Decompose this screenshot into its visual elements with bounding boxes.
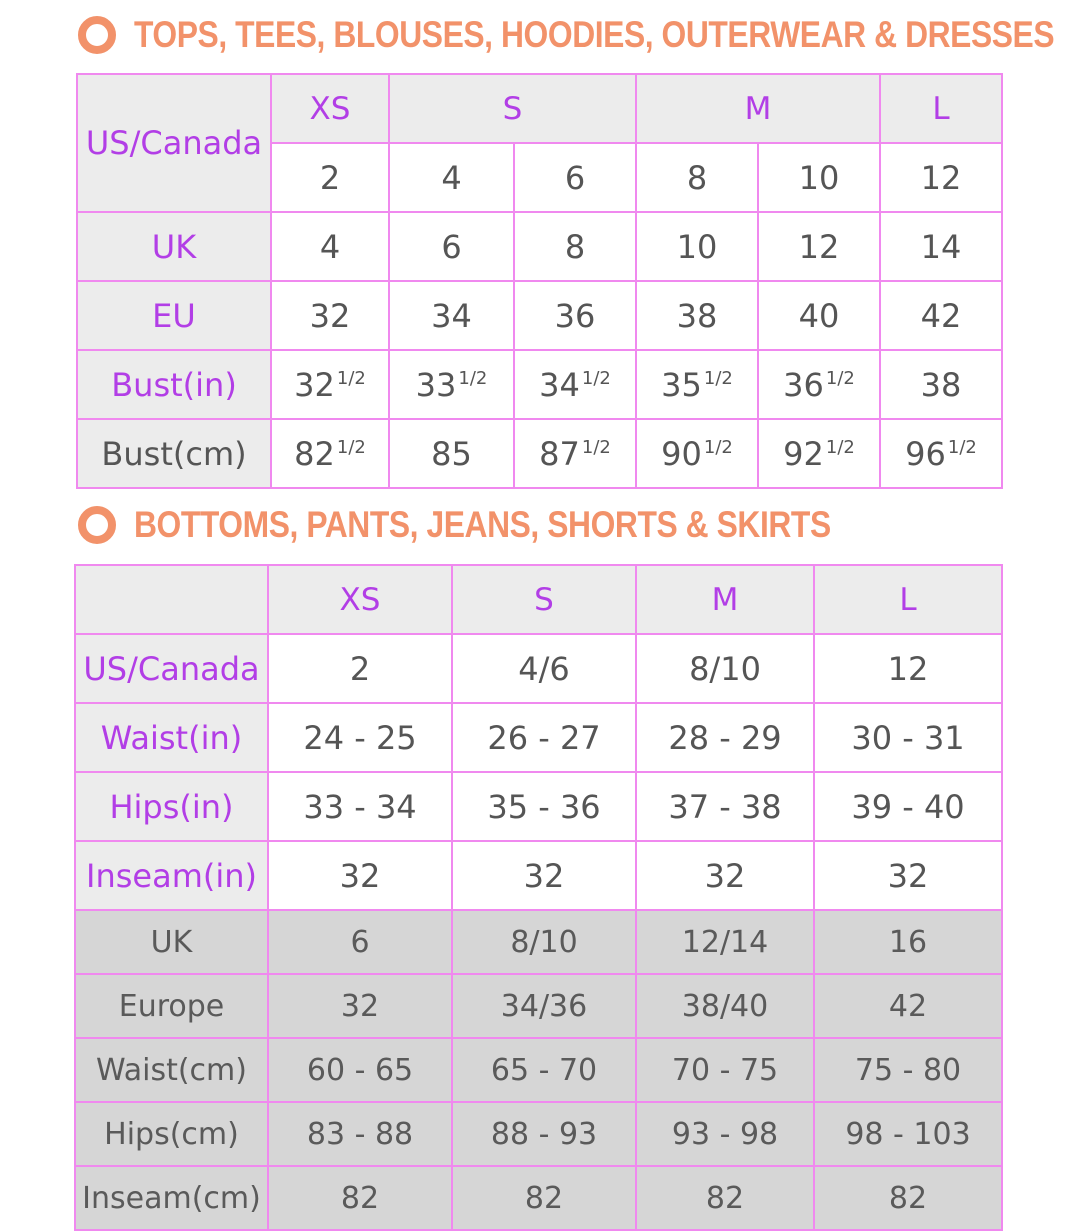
us-number: 2 (271, 143, 389, 212)
table-cell: 32 $^{1/2}$ (271, 350, 389, 419)
table-cell: 82 $^{1/2}$ (271, 419, 389, 488)
size-header-s: S (452, 565, 636, 634)
tops-heading (78, 10, 1077, 60)
table-cell: 37 - 38 (636, 772, 814, 841)
table-cell: 14 (880, 212, 1002, 281)
table-cell: 93 - 98 (636, 1102, 814, 1166)
us-number: 6 (514, 143, 636, 212)
table-cell: 75 - 80 (814, 1038, 1002, 1102)
table-cell: 35 $^{1/2}$ (636, 350, 758, 419)
table-cell: 87 $^{1/2}$ (514, 419, 636, 488)
table-cell: 24 - 25 (268, 703, 452, 772)
table-cell: 42 (814, 974, 1002, 1038)
us-number: 10 (758, 143, 880, 212)
table-cell: 38/40 (636, 974, 814, 1038)
size-header-s: S (389, 74, 636, 143)
table-cell: 32 (814, 841, 1002, 910)
table-cell: 35 - 36 (452, 772, 636, 841)
table-row (75, 1166, 1002, 1230)
table-cell: 28 - 29 (636, 703, 814, 772)
table-cell: 2 (268, 634, 452, 703)
table-row (77, 281, 1002, 350)
us-number: 8 (636, 143, 758, 212)
row-label-bust-in: Bust(in) (77, 350, 271, 419)
table-cell: 82 (636, 1166, 814, 1230)
row-label-inseam-cm: Inseam(cm) (75, 1166, 268, 1230)
table-cell: 88 - 93 (452, 1102, 636, 1166)
row-label-hips-cm: Hips(cm) (75, 1102, 268, 1166)
table-cell: 98 - 103 (814, 1102, 1002, 1166)
table-row (77, 74, 1002, 143)
table-cell: 36 $^{1/2}$ (758, 350, 880, 419)
table-cell: 82 (452, 1166, 636, 1230)
table-row (75, 634, 1002, 703)
tops-heading-title: TOPS, TEES, BLOUSES, HOODIES, OUTERWEAR & DRESSES (134, 14, 1055, 55)
table-cell: 6 (268, 910, 452, 974)
table-row (75, 974, 1002, 1038)
table-cell: 92 $^{1/2}$ (758, 419, 880, 488)
size-header-xs: XS (271, 74, 389, 143)
table-cell: 26 - 27 (452, 703, 636, 772)
table-cell: 34 (389, 281, 514, 350)
table-cell: 40 (758, 281, 880, 350)
table-cell: 85 (389, 419, 514, 488)
size-header-m: M (636, 74, 880, 143)
table-cell: 12 (814, 634, 1002, 703)
us-number: 4 (389, 143, 514, 212)
table-cell: 65 - 70 (452, 1038, 636, 1102)
row-label-bust-cm: Bust(cm) (77, 419, 271, 488)
row-label-inseam-in: Inseam(in) (75, 841, 268, 910)
us-number: 12 (880, 143, 1002, 212)
table-cell: 32 (636, 841, 814, 910)
table-cell: 6 (389, 212, 514, 281)
table-cell: 32 (452, 841, 636, 910)
table-cell: 34/36 (452, 974, 636, 1038)
table-cell: 30 - 31 (814, 703, 1002, 772)
region-label: US/Canada (77, 74, 271, 212)
row-label-uk: UK (77, 212, 271, 281)
circle-bullet-icon (78, 16, 116, 54)
row-label-waist-in: Waist(in) (75, 703, 268, 772)
bottoms-heading-title: BOTTOMS, PANTS, JEANS, SHORTS & SKIRTS (134, 504, 831, 545)
table-row (75, 703, 1002, 772)
size-header-m: M (636, 565, 814, 634)
table-cell: 42 (880, 281, 1002, 350)
table-cell: 33 $^{1/2}$ (389, 350, 514, 419)
table-row (75, 1038, 1002, 1102)
table-cell: 4/6 (452, 634, 636, 703)
row-label-us-canada: US/Canada (75, 634, 268, 703)
table-cell: 60 - 65 (268, 1038, 452, 1102)
table-cell: 39 - 40 (814, 772, 1002, 841)
table-cell: 70 - 75 (636, 1038, 814, 1102)
row-label-europe: Europe (75, 974, 268, 1038)
table-cell: 38 (880, 350, 1002, 419)
row-label-waist-cm: Waist(cm) (75, 1038, 268, 1102)
table-cell: 82 (814, 1166, 1002, 1230)
tops-size-table (76, 73, 1003, 489)
table-cell: 33 - 34 (268, 772, 452, 841)
table-cell: 8/10 (636, 634, 814, 703)
table-row (77, 212, 1002, 281)
bottoms-heading (78, 500, 944, 550)
bottoms-size-table (74, 564, 1003, 1231)
table-cell: 34 $^{1/2}$ (514, 350, 636, 419)
table-cell: 90 $^{1/2}$ (636, 419, 758, 488)
table-cell: 32 (268, 974, 452, 1038)
size-header-xs: XS (268, 565, 452, 634)
table-cell: 8 (514, 212, 636, 281)
table-row (75, 1102, 1002, 1166)
table-row (75, 772, 1002, 841)
table-row (75, 841, 1002, 910)
table-cell: 12/14 (636, 910, 814, 974)
size-header-l: L (880, 74, 1002, 143)
table-cell: 8/10 (452, 910, 636, 974)
table-cell: 4 (271, 212, 389, 281)
table-row (75, 565, 1002, 634)
table-cell: 82 (268, 1166, 452, 1230)
table-row (75, 910, 1002, 974)
table-cell: 12 (758, 212, 880, 281)
table-cell: 32 (268, 841, 452, 910)
row-label-uk: UK (75, 910, 268, 974)
row-label-hips-in: Hips(in) (75, 772, 268, 841)
table-cell: 16 (814, 910, 1002, 974)
corner-cell (75, 565, 268, 634)
row-label-eu: EU (77, 281, 271, 350)
table-cell: 38 (636, 281, 758, 350)
table-cell: 96 $^{1/2}$ (880, 419, 1002, 488)
table-row (77, 350, 1002, 419)
circle-bullet-icon (78, 506, 116, 544)
table-row (77, 419, 1002, 488)
table-cell: 10 (636, 212, 758, 281)
table-cell: 36 (514, 281, 636, 350)
size-header-l: L (814, 565, 1002, 634)
table-cell: 83 - 88 (268, 1102, 452, 1166)
table-cell: 32 (271, 281, 389, 350)
